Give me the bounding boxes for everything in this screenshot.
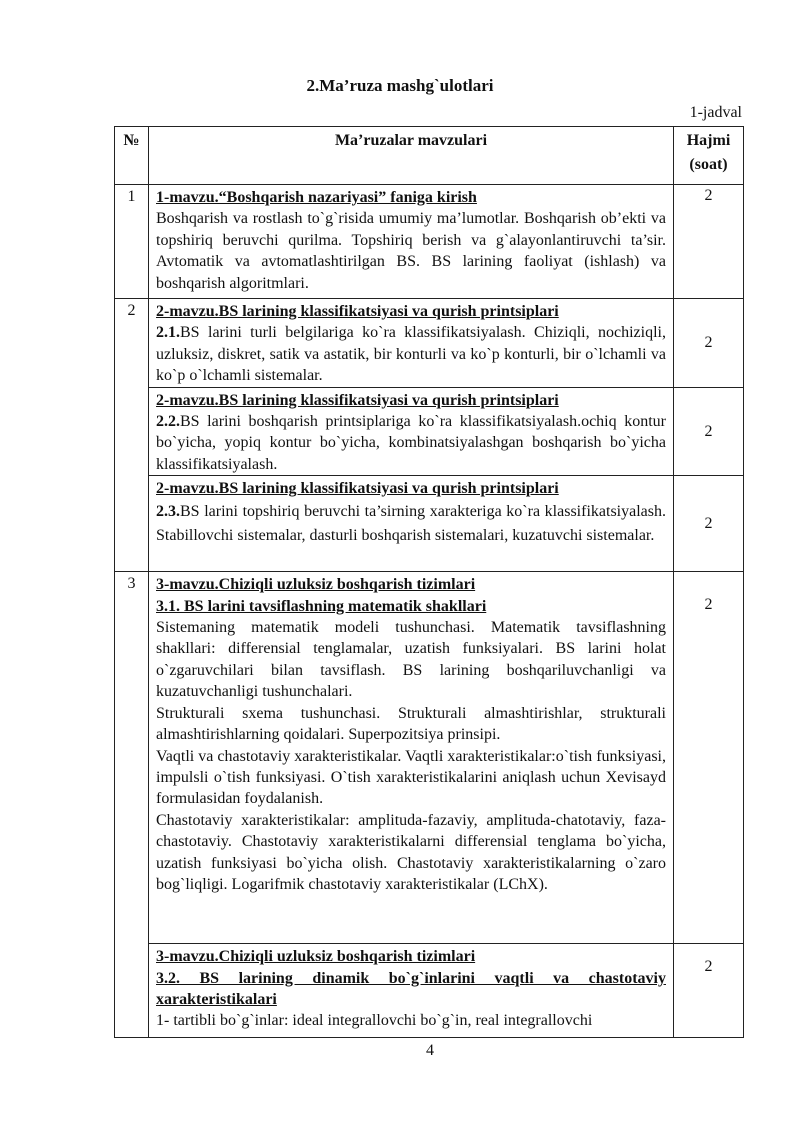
topic-heading: 2-mavzu.BS larining klassifikatsiyasi va qurish printsiplari: [156, 391, 559, 409]
hours-cell: 2: [674, 944, 744, 1038]
row-number: 3: [115, 572, 149, 1038]
hours-cell: 2: [674, 476, 744, 572]
topic-text: [156, 322, 666, 386]
table-row: [115, 944, 744, 1038]
topic-cell: [149, 944, 674, 1038]
topic-heading: 3-mavzu.Chiziqli uzluksiz boshqarish tizimlari: [156, 948, 476, 966]
section-title: 2.Ma’ruza mashg`ulotlari: [306, 76, 494, 95]
topic-heading: 2-mavzu.BS larining klassifikatsiyasi va qurish printsiplari: [156, 480, 559, 498]
topic-cell: [149, 299, 674, 388]
table-row: [115, 185, 744, 299]
header-number: №: [115, 127, 149, 185]
table-header-row: [115, 127, 744, 185]
table-row: [115, 387, 744, 476]
topic-paragraph: Chastotaviy xarakteristikalar: amplituda-fazaviy, amplituda-chatotaviy, faza-chastotaviy. Chastotaviy xarakteristikalarni differensial tenglama bo`yicha, uzatish funksiyasi bo`yicha olish. Chastotaviy xarakteristikalarning o`zaro bog`liqligi. Logarifmik chastotaviy xarakteristikalar (LChX).: [156, 811, 666, 893]
topic-cell: [149, 476, 674, 572]
topic-subnumber: 2.3.: [156, 502, 180, 520]
topic-body: BS larini boshqarish printsiplariga ko`ra klassifikatsiyalash.ochiq kontur bo`yicha, yopiq kontur bo`yicha, kombinatsiyalashgan boshqarish bo`yicha klassifikatsiyalash.: [156, 413, 666, 473]
topic-text: [156, 411, 666, 475]
topic-paragraph: Sistemaning matematik modeli tushunchasi. Matematik tavsiflashning shakllari: differensial tenglamalar, uzatish funksiyalari. BS larini holat o`zgaruvchilari bilan tavsiflash. BS larining boshqariluvchanligi va kuzatuvchanligi tushunchalari.: [156, 619, 666, 701]
page-number: 4: [426, 1042, 434, 1059]
topic-subheading: 3.1. BS larini tavsiflashning matematik shakllari: [156, 597, 487, 615]
topic-subheading: 3.2. BS larining dinamik bo`g`inlarini vaqtli va chastotaviy xarakteristikalari: [156, 969, 666, 1009]
topic-paragraph: Strukturali sxema tushunchasi. Strukturali almashtirishlar, strukturali almashtirishlarning qoidalari. Superpozitsiya prinsipi.: [156, 704, 666, 744]
row-number: 1: [115, 185, 149, 299]
table-row: [115, 476, 744, 572]
hours-cell: 2: [674, 387, 744, 476]
table-row: [115, 572, 744, 944]
header-hours: [674, 127, 744, 185]
topic-subnumber: 2.2.: [156, 413, 180, 431]
row-number: 2: [115, 299, 149, 572]
hours-cell: 2: [674, 572, 744, 944]
lectures-table: [114, 126, 744, 1038]
topic-cell: [149, 387, 674, 476]
hours-cell: 2: [674, 185, 744, 299]
table-row: [115, 299, 744, 388]
header-hours-line1: Hajmi: [686, 132, 731, 149]
topic-paragraph: Vaqtli va chastotaviy xarakteristikalar. Vaqtli xarakteristikalar:o`tish funksiyasi, impulsli o`tish funksiyasi. O`tish xarakteristikalarini aniqlash uchun Xevisayd formulasidan foydalanish.: [156, 747, 666, 808]
topic-heading: 3-mavzu.Chiziqli uzluksiz boshqarish tizimlari: [156, 576, 476, 594]
topic-subnumber: 2.1.: [156, 324, 180, 342]
hours-cell: 2: [674, 299, 744, 388]
topic-heading: 2-mavzu.BS larining klassifikatsiyasi va qurish printsiplari: [156, 303, 559, 320]
topic-cell: [149, 185, 674, 299]
topic-text: [156, 500, 666, 548]
table-label: 1-jadval: [689, 104, 742, 121]
topic-text: 1- tartibli bo`g`inlar: ideal integrallovchi bo`g`in, real integrallovchi: [156, 1012, 593, 1030]
topic-heading: 1-mavzu.“Boshqarish nazariyasi” faniga kirish: [156, 189, 477, 206]
topic-body: BS larini turli belgilariga ko`ra klassifikatsiyalash. Chiziqli, nochiziqli, uzluksiz, diskret, satik va astatik, bir konturli va ko`p konturli, bir o`lchamli va ko`p o`lchamli sistemalar.: [156, 324, 666, 385]
header-hours-line2: (soat): [689, 156, 728, 173]
topic-body: BS larini topshiriq beruvchi ta’sirning xarakteriga ko`ra klassifikatsiyalash. Stabillovchi sistemalar, dasturli boshqarish sistemalari, kuzatuvchi sistemalar.: [156, 502, 666, 544]
topic-text: Boshqarish va rostlash to`g`risida umumiy ma’lumotlar. Boshqarish ob’ekti va topshiriq beruvchi qurilma. Topshiriq berish va g`alayonlantiruvchi ta’sir. Avtomatik va avtomatlashtirilgan BS. BS larining faoliyat (ishlash) va boshqarish algoritmlari.: [156, 210, 666, 292]
topic-cell: [149, 572, 674, 944]
header-topics: Ma’ruzalar mavzulari: [149, 127, 674, 185]
